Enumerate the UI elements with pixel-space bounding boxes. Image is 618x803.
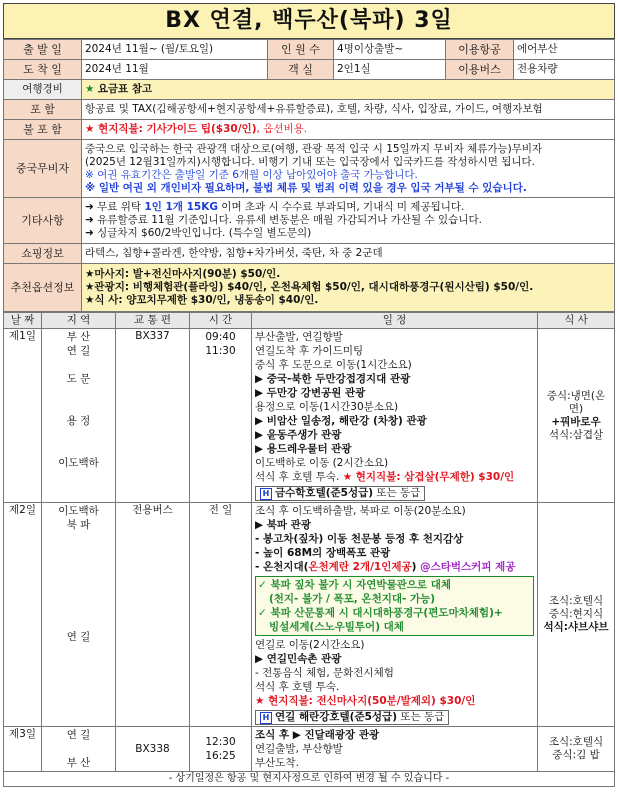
schedule-line: ▶ 연길민속촌 관광: [255, 653, 342, 665]
visa-warning-bold: ※ 일반 여권 외 개인비자 필요하며, 불법 체류 및 범죄 이력 있을 경우 입국 거부될 수 있습니다.: [85, 181, 527, 194]
time: 전 일: [190, 503, 252, 727]
schedule-line: 연길도착 후 가이드미팅: [255, 345, 364, 357]
schedule-line: - 전통음식 체험, 문화전시체험: [255, 667, 394, 679]
region-cell: [42, 727, 116, 772]
schedule-cell: [252, 329, 538, 503]
meal-cell: [538, 503, 615, 727]
meal: [541, 429, 611, 442]
time-cell: [190, 329, 252, 503]
time: 12:30: [205, 736, 236, 748]
fee-label: 여행경비: [4, 80, 82, 100]
visa-line: (2025년 12월31일까지)시행합니다. 비행기 기내 또는 입국장에서 입국카드를 작성하시면 됩니다.: [85, 155, 536, 168]
transport: BX338: [116, 727, 190, 772]
schedule-line: 석식 후 호텔 투숙.: [255, 681, 340, 693]
region: 연 길: [66, 631, 91, 643]
hotel-icon: H: [260, 488, 272, 500]
meal: 중식:김 밥: [552, 749, 600, 761]
visa-line: 중국으로 입국하는 한국 관광객 대상으로(여행, 관광 목적 입국 시 15일까지 무비자 체류가능)무비자: [85, 142, 543, 155]
schedule-line: 부산출발, 연길향발: [255, 331, 343, 343]
include-label: 포 함: [4, 100, 82, 120]
footer-note: - 상기일정은 항공 및 현지사정으로 인하여 변경 될 수 있습니다 -: [3, 772, 615, 787]
fee-value: [82, 80, 615, 100]
bus-label: 이용버스: [446, 60, 514, 80]
meal-cell: [538, 329, 615, 503]
header-meal: 식 사: [538, 313, 615, 329]
schedule-line: - 높이 68M의 장백폭포 관광: [255, 547, 391, 559]
time: 09:40: [205, 331, 236, 343]
hotel-suffix: 또는 동급: [397, 711, 445, 723]
time-cell: [190, 727, 252, 772]
itinerary-table: [3, 312, 615, 772]
region: 용 정: [66, 415, 91, 427]
schedule-line: 연길로 이동(2시간소요): [255, 639, 365, 651]
header-schedule: 일 정: [252, 313, 538, 329]
header-date: 날 짜: [4, 313, 42, 329]
meal: 조식:호텔식: [548, 736, 604, 748]
depart-label: 출 발 일: [4, 40, 82, 60]
people-value: 4명이상출발~: [334, 40, 446, 60]
time: 16:25: [205, 750, 236, 762]
meal-cell: [538, 727, 615, 772]
bus-value: 전용차량: [514, 60, 615, 80]
arrive-label: 도 착 일: [4, 60, 82, 80]
etc-line: [85, 201, 611, 214]
region: 부 산: [66, 331, 91, 343]
day-label: 제2일: [4, 503, 42, 727]
region: 이도백하: [58, 457, 99, 469]
arrive-value: 2024년 11월: [82, 60, 268, 80]
schedule-line: 중식 후 도문으로 이동(1시간소요): [255, 359, 412, 371]
meal-text: 석식:삼겹살: [548, 428, 604, 441]
hotel-box: [255, 486, 425, 501]
option-line: ★관광지: 비행체험관(플라잉) $40/인, 온천욕체험 $50/인, 대시대하풍경구(원시산림) $50/인.: [85, 281, 534, 293]
exclude-option: , 옵션비용.: [256, 123, 308, 135]
page-title: BX 연결, 백두산(북파) 3일: [3, 3, 615, 39]
option-label: 추천옵션정보: [4, 264, 82, 312]
schedule-text: 석식 후 호텔 투숙.: [255, 471, 340, 483]
visa-label: 중국무비자: [4, 140, 82, 198]
shop-value: 라텍스, 침향+콜라겐, 한약방, 침향+차가버섯, 죽탄, 차 중 2군데: [82, 244, 615, 264]
schedule-line: 조식 후 이도백하출발, 북파로 이동(20분소요): [255, 505, 466, 517]
fee-text: 요금표 참고: [97, 83, 153, 95]
schedule-text: ): [411, 561, 421, 573]
direct-pay: ★ 현지직불: 전신마사지(50분/발제외) $30/인: [255, 695, 476, 707]
schedule-cell: [252, 727, 538, 772]
schedule-text: - 온천지대(: [255, 561, 309, 573]
depart-value: 2024년 11월~ (월/토요일): [82, 40, 268, 60]
hotel-icon: H: [260, 712, 272, 724]
day-row: [4, 329, 615, 503]
exclude-value: [82, 120, 615, 140]
etc-value: [82, 198, 615, 244]
schedule-line: - 봉고차(짚차) 이동 천문봉 등정 후 천지감상: [255, 533, 464, 545]
alt-line: ✓ 북파 짚차 불가 시 자연박물관으로 대체: [258, 579, 452, 591]
room-value: 2인1실: [334, 60, 446, 80]
visa-value: [82, 140, 615, 198]
schedule-line: ▶ 윤동주생가 관광: [255, 429, 342, 441]
region: 이도백하: [58, 505, 99, 517]
etc-label: 기타사항: [4, 198, 82, 244]
header-transport: 교 통 편: [116, 313, 190, 329]
visa-warning: ※ 여권 유효기간은 출발일 기준 6개월 이상 남아있어야 출국 가능합니다.: [85, 168, 418, 181]
exclude-label: 불 포 함: [4, 120, 82, 140]
meal: 석식:샤브샤브: [543, 621, 609, 633]
schedule-line: 이도백하로 이동 (2시간소요): [255, 457, 389, 469]
option-line: ★식 사: 양꼬치무제한 $30/인, 냉동송이 $40/인.: [85, 294, 319, 306]
hotel-name: 연길 해란강호텔(준5성급): [275, 711, 397, 723]
header-time: 시 간: [190, 313, 252, 329]
region: 부 산: [66, 757, 91, 769]
etc-line: ➜ 유류할증료 11월 기준입니다. 유류세 변동분은 매월 가감되거나 가산될 수 있습니다.: [85, 214, 482, 226]
day-label: 제1일: [4, 329, 42, 503]
etc-text: ➜ 무료 위탁: [85, 201, 145, 213]
schedule-line: 용정으로 이동(1시간30분소요): [255, 401, 399, 413]
region-cell: [42, 503, 116, 727]
hotel-box: [255, 710, 449, 725]
exclude-direct: ★ 현지직불: 기사가이드 팁($30/인): [85, 123, 257, 135]
schedule-line: ▶ 용드레우물터 관광: [255, 443, 352, 455]
schedule-line: [255, 560, 534, 574]
schedule-line: ▶ 두만강 강변공원 관광: [255, 387, 366, 399]
option-value: [82, 264, 615, 312]
meal: 중식:현지식: [548, 608, 604, 620]
alt-line: (천지- 불가 / 폭포, 온천지대- 가능): [258, 593, 436, 605]
hotel-name: 금수학호텔(준5성급): [275, 487, 374, 499]
transport: BX337: [116, 329, 190, 503]
schedule-line: 연길출발, 부산향발: [255, 743, 343, 755]
airline-label: 이용항공: [446, 40, 514, 60]
region: 연 길: [66, 345, 91, 357]
region: 연 길: [66, 729, 91, 741]
include-value: 항공료 및 TAX(김해공항세+현지공항세+유류할증료), 호텔, 차량, 식사, 입장료, 가이드, 여행자보험: [82, 100, 615, 120]
schedule-cell: [252, 503, 538, 727]
day-row: [4, 727, 615, 772]
schedule-line: [255, 470, 534, 484]
shop-label: 쇼핑정보: [4, 244, 82, 264]
schedule-line: 조식 후 ▶ 진달래광장 관광: [255, 729, 380, 741]
meal: 조식:호텔식: [548, 595, 604, 607]
region-cell: [42, 329, 116, 503]
info-table: [3, 39, 615, 312]
room-label: 객 실: [268, 60, 334, 80]
schedule-line: 부산도착.: [255, 757, 299, 769]
itinerary-page: [3, 3, 615, 787]
etc-text: 이며 초과 시 수수료 부과되며, 기내식 미 제공됩니다.: [217, 201, 465, 213]
transport: 전용버스: [116, 503, 190, 727]
schedule-line: ▶ 북파 관광: [255, 519, 311, 531]
option-line: ★마사지: 발+전신마사지(90분) $50/인.: [85, 268, 281, 280]
schedule-line: ▶ 비암산 일송정, 해란강 (차창) 관광: [255, 415, 427, 427]
meal: +꿔바로우: [551, 415, 601, 428]
alt-line: 빙설세계(스노우빌투어) 대체: [258, 621, 404, 633]
baggage-limit: 1인 1개 15KG: [144, 201, 218, 213]
star-icon: ★: [85, 83, 95, 95]
header-region: 지 역: [42, 313, 116, 329]
meal: 중식:냉면(온면): [546, 389, 606, 415]
region: 북 파: [66, 519, 91, 531]
hotel-suffix: 또는 동급: [373, 487, 421, 499]
region: 도 문: [66, 373, 91, 385]
etc-line: ➜ 싱글차지 $60/2박인입니다. (특수일 별도문의): [85, 227, 312, 239]
alt-line: ✓ 북파 산문통제 시 대시대하풍경구(편도마차체험)+: [258, 607, 503, 619]
people-label: 인 원 수: [268, 40, 334, 60]
schedule-line: ▶ 중국-북한 두만강접경지대 관광: [255, 373, 411, 385]
coffee-offer: @스타벅스커피 제공: [420, 561, 516, 573]
egg-offer: 온천계란 2개/1인제공: [308, 561, 412, 573]
direct-pay: ★ 현지직불: 삼겹살(무제한) $30/인: [342, 471, 515, 483]
airline-value: 에어부산: [514, 40, 615, 60]
alternative-box: [255, 576, 534, 636]
day-label: 제3일: [4, 727, 42, 772]
time: 11:30: [205, 345, 236, 357]
day-row: [4, 503, 615, 727]
